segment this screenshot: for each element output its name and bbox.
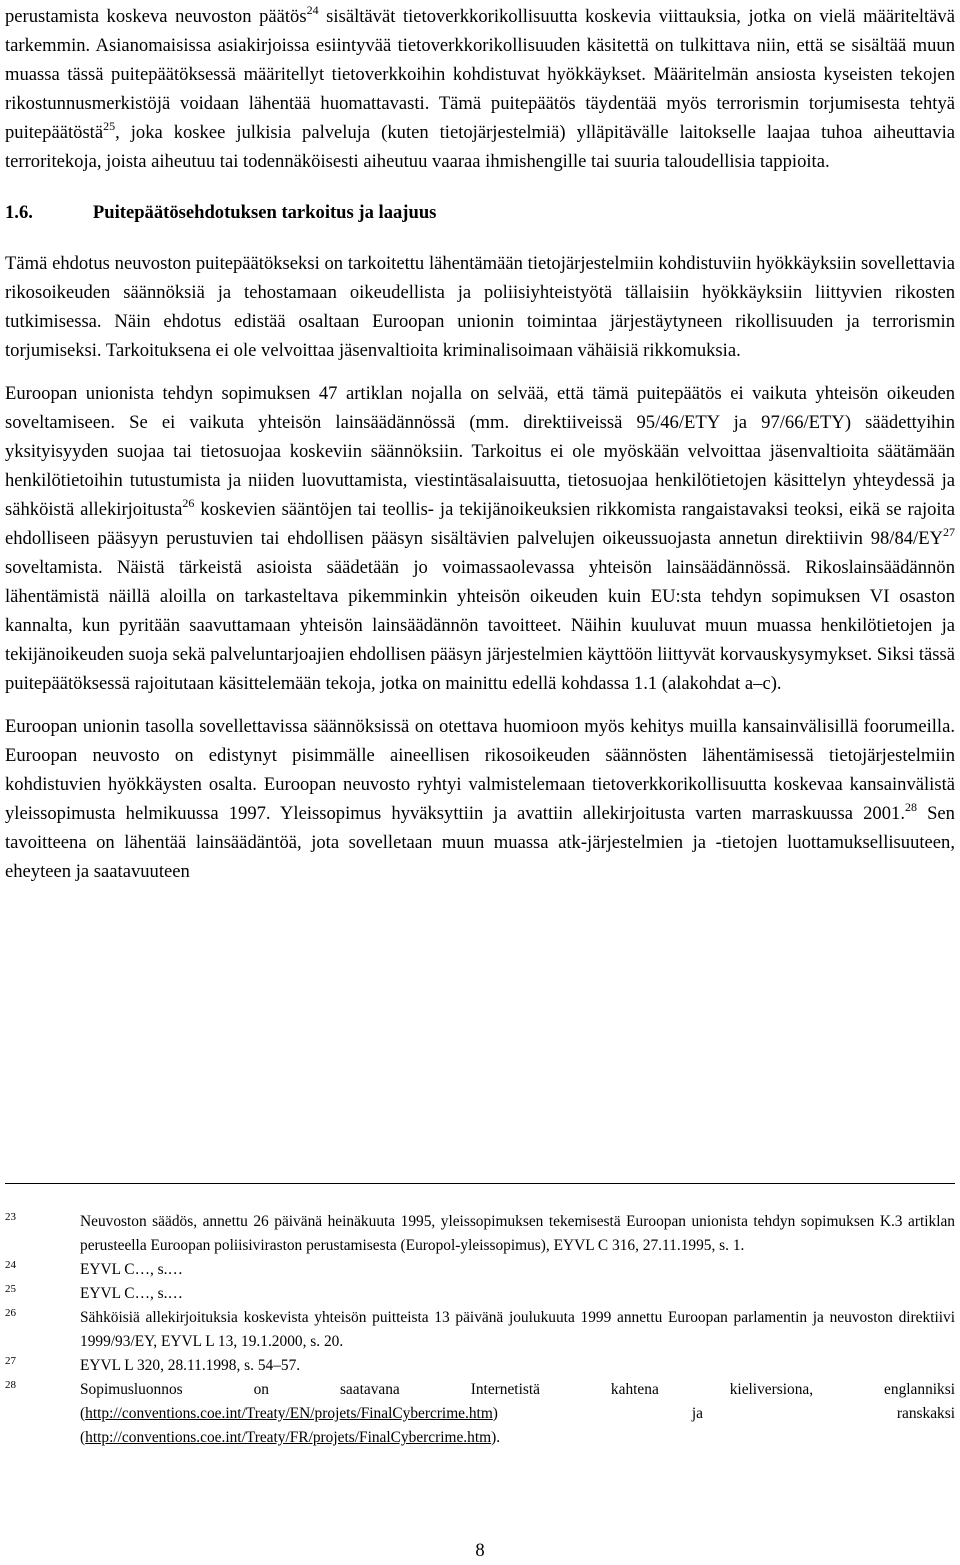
- link-english-version[interactable]: http://conventions.coe.int/Treaty/EN/projets/FinalCybercrime.htm: [85, 1405, 493, 1422]
- text-run: , joka koskee julkisia palveluja (kuten tietojärjestelmiä) ylläpitävälle laitokselle laajaa tuhoa aiheuttavia terroritekoja, joista aiheutuu tai todennäköisesti aiheutuu vaaraa ihmishengille tai suuria taloudellisia tappioita.: [5, 122, 955, 172]
- text-run: Euroopan unionin tasolla sovellettavissa säännöksissä on otettava huomioon myös kehitys muilla kansainvälisillä foorumeilla. Euroopan neuvosto on edistynyt pisimmälle aineellisen rikosoikeuden säännösten lähentämisessä tietojärjestelmiin kohdistuvien hyökkäysten osalta. Euroopan neuvosto ryhtyi valmistelemaan tietoverkkorikollisuutta koskevaa kansainvälistä yleissopimusta helmikuussa 1997. Yleissopimus hyväksyttiin ja avattiin allekirjoitusta varten marraskuussa 2001.: [5, 716, 955, 824]
- footnote-number: 23: [5, 1211, 16, 1223]
- footnote-ref-28[interactable]: 28: [904, 800, 917, 814]
- text-run: Euroopan unionista tehdyn sopimuksen 47 artiklan nojalla on selvää, että tämä puitepäätös ei vaikuta yhteisön oikeuden soveltamiseen. Se ei vaikuta yhteisön lainsäädännössä (mm. direktiiveissä 95/46/ETY ja 97/66/ETY) säädettyihin yksityisyyden suojaa tai tietosuojaa koskeviin säännöksiin. Tarkoitus ei ole myöskään velvoittaa jäsenvaltioita säätämään henkilötietoihin tutustumista ja niiden luovuttamista, viestintäsalaisuutta, tietosuojaa henkilötietojen käsittelyn yhteydessä ja sähköistä allekirjoitusta: [5, 383, 955, 520]
- footnote-ref-26[interactable]: 26: [182, 496, 195, 510]
- footnote-27: [5, 1354, 955, 1378]
- paragraph-3: [5, 379, 955, 698]
- footnote-ref-25[interactable]: 25: [103, 119, 116, 133]
- text-run: sisältävät tietoverkkorikollisuutta koskevia viittauksia, jotka on vielä määriteltävä tarkemmin. Asianomaisissa asiakirjoissa esiintyvää tietoverkkorikollisuuden käsitettä on tulkittava niin, että se sisältää muun muassa tässä puitepäätöksessä määritellyt tietoverkkoihin kohdistuvat hyökkäykset. Määritelmän ansiosta kyseisten tekojen rikostunnusmerkistöjä voidaan lähentää huomattavasti. Tämä puitepäätös täydentää myös terrorismin torjumisesta tehtyä puitepäätöstä: [5, 6, 955, 143]
- footnote-ref-27[interactable]: 27: [943, 525, 955, 539]
- paragraph-2: Tämä ehdotus neuvoston puitepäätökseksi on tarkoitettu lähentämään tietojärjestelmiin kohdistuviin hyökkäyksiin sovellettavia rikosoikeuden säännöksiä ja tehostamaan oikeudellista ja poliisiyhteistyötä tällaisiin hyökkäyksiin liittyvien rikosten tutkimisessa. Näin ehdotus edistää osaltaan Euroopan unionin toimintaa järjestäytyneen rikollisuuden ja terrorismin torjumiseksi. Tarkoituksena ei ole velvoittaa jäsenvaltioita kriminalisoimaan vähäisiä rikkomuksia.: [5, 253, 955, 361]
- paragraph-4: [5, 712, 955, 886]
- footnote-text: EYVL C…, s.…: [80, 1261, 183, 1278]
- text-run: soveltamista. Näistä tärkeistä asioista säädetään jo voimassaolevassa yhteisön lainsäädännössä. Rikoslainsäädännön lähentämistä näillä aloilla on tarkasteltava pikemminkin yhteisön oikeuden kuin EU:sta tehdyn sopimuksen VI osaston kannalta, kun pyritään saavuttamaan yhteisön lainsäädännön tavoitteet. Näihin kuuluvat muun muassa henkilötietojen ja tekijänoikeuden suoja sekä palveluntarjoajien ehdollisen pääsyn järjestelmien käyttöön liittyvät korvauskysymykset. Siksi tässä puitepäätöksessä rajoitutaan käsittelemään tekoja, jotka on mainittu edellä kohdassa 1.1 (alakohdat a–c).: [5, 557, 955, 694]
- footnote-26: [5, 1306, 955, 1354]
- paragraph-1: [5, 2, 955, 176]
- footnote-24: [5, 1258, 955, 1282]
- section-heading: [5, 198, 955, 227]
- footnote-number: 24: [5, 1259, 16, 1271]
- footnote-28: [5, 1378, 955, 1450]
- footnote-text: Sähköisiä allekirjoituksia koskevista yhteisön puitteista 13 päivänä joulukuuta 1999 annettu Euroopan parlamentin ja neuvoston direktiivi 1999/93/EY, EYVL L 13, 19.1.2000, s. 20.: [80, 1309, 955, 1350]
- footnote-text: Neuvoston säädös, annettu 26 päivänä heinäkuuta 1995, yleissopimuksen tekemisestä Euroopan unionista tehdyn sopimuksen K.3 artiklan perusteella Euroopan poliisiviraston perustamisesta (Europol-yleissopimus), EYVL C 316, 27.11.1995, s. 1.: [80, 1213, 955, 1254]
- footnote-number: 28: [5, 1379, 16, 1391]
- text-run: perustamista koskeva neuvoston päätös: [5, 6, 307, 27]
- page-number: 8: [475, 1540, 485, 1561]
- footnote-number: 26: [5, 1307, 16, 1319]
- footnote-separator: [5, 1183, 955, 1184]
- footnote-number: 25: [5, 1283, 16, 1295]
- document-body: [5, 2, 955, 886]
- link-french-version[interactable]: http://conventions.coe.int/Treaty/FR/projets/FinalCybercrime.htm: [85, 1429, 492, 1446]
- text-run: koskevien sääntöjen tai teollis- ja tekijänoikeuksien rikkomista rangaistavaksi teoksi, eikä se rajoita ehdolliseen pääsyyn perustuvien tai ehdollisen pääsyn sisältävien palvelujen oikeussuojasta annetun direktiivin 98/84/EY: [5, 499, 956, 549]
- footnote-text: EYVL C…, s.…: [80, 1285, 183, 1302]
- text-run: Sen tavoitteena on lähentää lainsäädäntöä, jota sovelletaan muun muassa atk-järjestelmien ja -tietojen luottamuksellisuuteen, eheyteen ja saatavuuteen: [5, 803, 955, 882]
- footnote-ref-24[interactable]: 24: [306, 3, 319, 17]
- section-title: Puitepäätösehdotuksen tarkoitus ja laajuus: [92, 202, 437, 223]
- footnote-23: [5, 1210, 955, 1258]
- footnote-text: Sopimusluonnos on saatavana Internetistä kahtena kieliversiona, englanniksi (http://conventions.coe.int/Treaty/EN/projets/FinalCybercrime.htm) ja ranskaksi (http://conventions.coe.int/Treaty/FR/projets/FinalCybercrime.htm).: [80, 1381, 955, 1446]
- footnotes: [5, 1210, 955, 1450]
- footnote-text: EYVL L 320, 28.11.1998, s. 54–57.: [80, 1357, 301, 1374]
- section-number: 1.6.: [5, 202, 33, 223]
- footnote-number: 27: [5, 1355, 16, 1367]
- footnote-25: [5, 1282, 955, 1306]
